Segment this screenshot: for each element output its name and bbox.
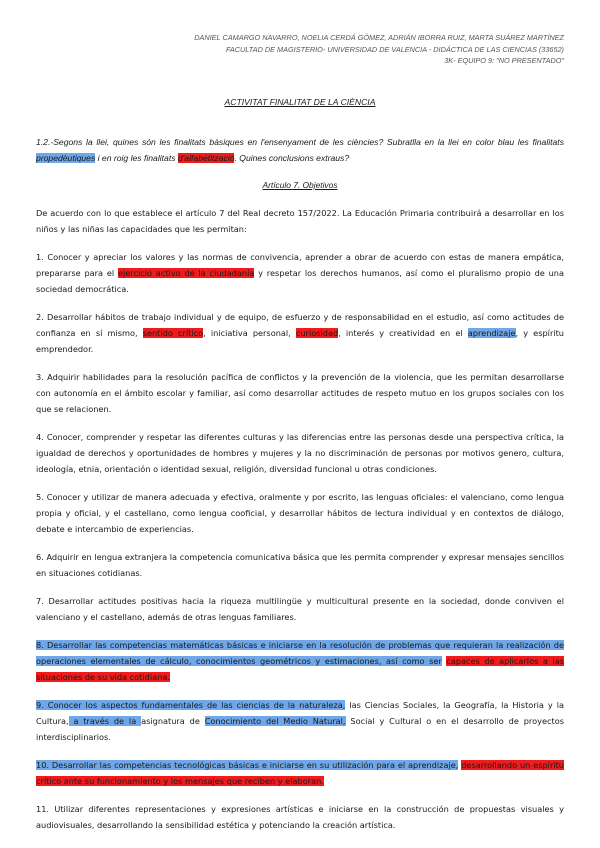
objective-text: las Ciencias Sociales, la Geografía, la Historia y la Cultura, — [36, 700, 565, 726]
objective-text: , interés y creatividad en el — [338, 328, 468, 338]
objective-text: 2. Desarrollar hábitos de trabajo individual y de equipo, de esfuerzo y de responsabilidad en el estudio, así como actitudes de confianza en sí mismo, — [36, 312, 564, 338]
highlight-blue: aprendizaje — [467, 328, 516, 338]
header-authors: DANIEL CAMARGO NAVARRO, NOELIA CERDÁ GÓMEZ, ADRIÁN IBORRA RUIZ, MARTA SUÁREZ MARTÍNEZ — [194, 33, 564, 42]
objective-4: 4. Conocer, comprender y respetar las diferentes culturas y las diferencias entre las personas desde una perspectiva crítica, la igualdad de derechos y oportunidades de hombres y mujeres y la no discriminación de personas por motivos genero, cultura, ideología, etnia, orientación o identidad sexual, religión, diversidad funcional u otras condiciones. — [36, 432, 564, 474]
highlight-blue: a través de la — [68, 716, 142, 726]
objective-2 — [36, 309, 564, 357]
objective-8 — [36, 637, 564, 685]
question-text: 1.2.-Segons la llei, quines són les finalitats bàsiques en l'ensenyament de les ciències? Subratlla en la llei en color blau les finalitats — [36, 137, 564, 147]
highlight-blue: 8. Desarrollar las competencias matemáticas básicas e iniciarse en la resolución de problemas que requieran la realización de operaciones elementales de cálculo, conocimientos geométricos y estimaciones, así como ser — [36, 640, 564, 666]
objective-9 — [36, 697, 564, 745]
objective-text: 1. Conocer y apreciar los valores y las normas de convivencia, aprender a obrar de acuerdo con estas de manera empática, prepararse para el — [36, 252, 564, 278]
objective-text: , y espíritu emprendedor. — [36, 328, 564, 354]
document-title: ACTIVITAT FINALITAT DE LA CIÈNCIA — [224, 97, 376, 107]
objective-5: 5. Conocer y utilizar de manera adecuada y efectiva, oralmente y por escrito, las lenguas oficiales: el valenciano, como lengua propia y oficial, y el castellano, como lengua cooficial, y desarrollar hábitos de lectura individual y en contextos de diálogo, debate e intercambio de experiencias. — [36, 492, 564, 534]
highlight-red: ejercicio activo de la ciudadanía — [117, 268, 255, 278]
objective-text: asignatura de — [141, 716, 205, 726]
objective-1 — [36, 249, 564, 297]
objective-3: 3. Adquirir habilidades para la resolución pacífica de conflictos y la prevención de la violencia, que les permitan desarrollarse con autonomía en el ámbito escolar y familiar, así como desarrollar actitudes de respeto mutuo en los grupos sociales con los que se relacionen. — [36, 372, 564, 414]
section-subtitle: Artículo 7. Objetivos — [262, 180, 338, 190]
highlight-red: curiosidad — [295, 328, 339, 338]
question-text: i en roig les finalitats — [95, 153, 178, 163]
highlight-blue: 10. Desarrollar las competencias tecnológicas básicas e iniciarse en su utilización para el aprendizaje, — [36, 760, 459, 770]
highlight-red: d'alfabetització — [177, 153, 235, 163]
highlight-blue: 9. Conocer los aspectos fundamentales de las ciencias de la naturaleza, — [36, 700, 346, 710]
highlight-red: desarrollando un espíritu crítico ante su funcionamiento y los mensajes que reciben y elaboran. — [36, 760, 564, 786]
document-body — [36, 205, 564, 845]
intro-paragraph: De acuerdo con lo que establece el artículo 7 del Real decreto 157/2022. La Educación Primaria contribuirá a desarrollar en los niños y las niñas las capacidades que les permitan: — [36, 208, 564, 234]
header-team: 3K- EQUIPO 9: "NO PRESENTADO" — [444, 56, 564, 65]
objective-text: , iniciativa personal, — [203, 328, 296, 338]
objective-text: Social y Cultural o en el desarrollo de proyectos interdisciplinarios. — [36, 716, 564, 742]
header-faculty: FACULTAD DE MAGISTERIO- UNIVERSIDAD DE VALENCIA - DIDÁCTICA DE LAS CIENCIAS (33652) — [225, 44, 564, 54]
objective-6: 6. Adquirir en lengua extranjera la competencia comunicativa básica que les permita comprender y expresar mensajes sencillos en situaciones cotidianas. — [36, 552, 564, 578]
highlight-blue: Conocimiento del Medio Natural, — [204, 716, 346, 726]
highlight-blue: propedèutiques — [36, 153, 96, 163]
document-header — [44, 32, 564, 67]
objective-10 — [36, 757, 564, 789]
question-text: . Quines conclusions extraus? — [234, 153, 350, 163]
highlight-red: sentido crítico — [142, 328, 204, 338]
objective-text: y respetar los derechos humanos, así como el pluralismo propio de una sociedad democrática. — [36, 268, 564, 294]
question-paragraph — [36, 134, 564, 166]
objective-7: 7. Desarrollar actitudes positivas hacia la riqueza multilingüe y multicultural presente en la sociedad, donde conviven el valenciano y el castellano, además de otras lenguas familiares. — [36, 596, 564, 622]
highlight-red: capaces de aplicarlos a las situaciones de su vida cotidiana. — [36, 656, 564, 682]
objective-11: 11. Utilizar diferentes representaciones y expresiones artísticas e iniciarse en la construcción de propuestas visuales y audiovisuales, desarrollando la sensibilidad estética y potenciando la creación artística. — [36, 804, 564, 830]
